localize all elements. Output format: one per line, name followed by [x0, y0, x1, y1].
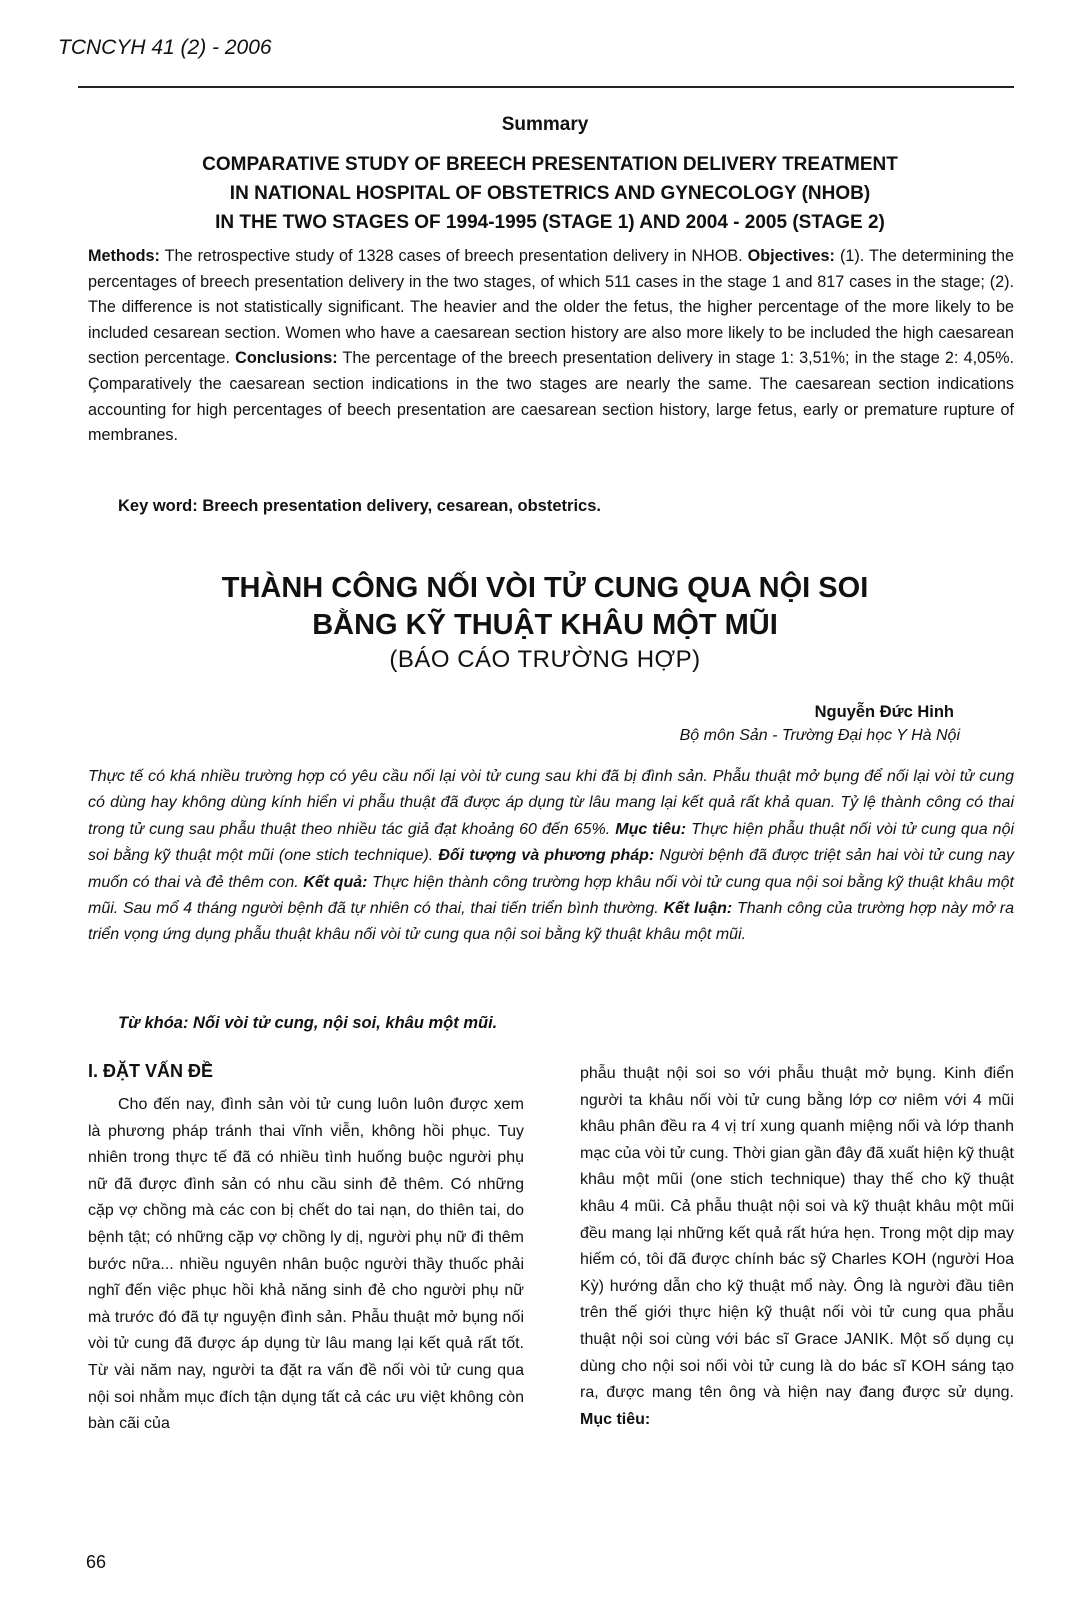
conclusions-label: Conclusions: [235, 349, 338, 368]
objectives-label: Objectives: [747, 247, 835, 265]
aim-label: Mục tiêu: [615, 820, 687, 838]
aim-trailing-label: Mục tiêu: [580, 1410, 651, 1428]
article-title-line1: THÀNH CÔNG NỐI VÒI TỬ CUNG QUA NỘI SOI [221, 572, 869, 604]
methods-label: Methods: [88, 247, 160, 265]
header-rule [78, 86, 1014, 88]
conclusions-text: The percentage of the breech presentation delivery in stage 1: 3,51%; in the stage 2: 4,05%. Çomparatively the caesarean section indications in the two stages are nearly the same. The caesarean section indications accounting for high percentages of beech presentation are caesarean section history, large fetus, early or premature rupture of membranes. [88, 349, 1014, 445]
body-paragraph-text: phẫu thuật nội soi so với phẫu thuật mở bụng. Kinh điển người ta khâu nối vòi tử cung bằng lớp cơ niêm với 4 mũi khâu phân đều ra 4 vị trí xung quanh miệng nối và lớp thanh mạc của vòi tử cung. Thời gian gần đây đã xuất hiện kỹ thuật khâu một mũi (one stich technique) thay thế cho kỹ thuật khâu 4 mũi. Cả phẫu thuật nội soi và kỹ thuật khâu một mũi đều mang lại những kết quả rất hứa hẹn. Trong một dịp may hiếm có, tôi đã được chính bác sỹ Charles KOH (người Hoa Kỳ) hướng dẫn cho kỹ thuật mổ này. Ông là người đầu tiên trên thế giới thực hiện kỹ thuật nối vòi tử cung qua phẫu thuật nội soi cùng với bác sĩ Grace JANIK. Một số dụng cụ dùng cho nội soi nối vòi tử cung là do bác sĩ KOH sáng tạo ra, được mang tên ông và hiện nay đang được sử dụng. [580, 1065, 1014, 1402]
conclusion-label: Kết luận: [663, 900, 733, 918]
section-heading: I. ĐẶT VẤN ĐỀ [88, 1061, 214, 1081]
abstract-intro: Thực tế có khá nhiều trường hợp có yêu cầu nối lại vòi tử cung sau khi đã bị đình sản. Phẫu thuật mở bụng để nối lại vòi tử cung có dùng hay không dùng kính hiển vi phẫu thuật đã được áp dụng từ lâu mang lại kết quả rất khả quan. Tỷ lệ thành công có thai trong tử cung sau phẫu thuật theo nhiều tác giả đạt khoảng 60 đến 65%. [88, 768, 1014, 838]
keywords-label: Key word: [118, 497, 198, 515]
body-column-left [88, 1092, 524, 1438]
summary-title-line: IN NATIONAL HOSPITAL OF OBSTETRICS AND GYNECOLOGY (NHOB) [229, 183, 871, 204]
english-abstract [88, 244, 1014, 449]
summary-title-line: IN THE TWO STAGES OF 1994-1995 (STAGE 1) AND 2004 - 2005 (STAGE 2) [215, 212, 885, 233]
conclusion-text: Thanh công của trường hợp này mở ra triển vọng ứng dụng phẫu thuật khâu nối vòi tử cung qua nội soi bằng kỹ thuật khâu một mũi. [88, 900, 1014, 944]
results-text: Thực hiện thành công trường hợp khâu nối vòi tử cung qua nội soi bằng kỹ thuật khâu một mũi. Sau mổ 4 tháng người bệnh đã tự nhiên có thai, thai tiến triển bình thường. [88, 873, 1015, 918]
page-number: 66 [86, 1552, 107, 1572]
summary-title [100, 150, 1000, 237]
body-column-right [580, 1061, 1014, 1433]
methods-text: The retrospective study of 1328 cases of breech presentation delivery in NHOB. [159, 247, 748, 265]
keywords-text: Breech presentation delivery, cesarean, obstetrics. [197, 497, 601, 515]
results-label: Kết quả: [303, 873, 368, 891]
author-name: Nguyễn Đức Hinh [814, 703, 954, 721]
article-subtitle: (BÁO CÁO TRƯỜNG HỢP) [389, 646, 701, 673]
english-keywords [118, 497, 601, 516]
methods-vi-text: Người bệnh đã được triệt sản hai vòi tử cung nay muốn có thai và đẻ thêm con. [88, 847, 1014, 891]
article-title-line2: BẰNG KỸ THUẬT KHÂU MỘT MŨI [312, 609, 778, 641]
author-affiliation: Bộ môn Sản - Trường Đại học Y Hà Nội [679, 727, 960, 744]
objectives-text: (1). The determining the percentages of breech presentation delivery in the two stages, of which 511 cases in the stage 1 and 817 cases in the stage; (2). The difference is not statistically significant. The heavier and the older the fetus, the higher percentage of the more likely to be included cesarean section. Women who have a caesarean section history are also more likely to be included the high caesarean section percentage. [88, 247, 1014, 368]
article-title [0, 570, 1090, 644]
vietnamese-keywords: Từ khóa: Nối vòi tử cung, nội soi, khâu một mũi. [118, 1014, 498, 1032]
aim-text: Thực hiện phẫu thuật nối vòi tử cung qua nội soi bằng kỹ thuật một mũi (one stich technique). [88, 820, 1015, 865]
running-header: TCNCYH 41 (2) - 2006 [58, 36, 272, 59]
summary-title-line: COMPARATIVE STUDY OF BREECH PRESENTATION DELIVERY TREATMENT [202, 154, 898, 175]
body-paragraph [580, 1061, 1014, 1433]
summary-label: Summary [501, 114, 589, 135]
methods-vi-label: Đối tượng và phương pháp: [438, 847, 655, 865]
vietnamese-abstract [88, 764, 1014, 949]
body-paragraph: Cho đến nay, đình sản vòi tử cung luôn luôn được xem là phương pháp tránh thai vĩnh viễn, không hồi phục. Tuy nhiên trong thực tế đã có nhiều tình huống buộc người phụ nữ đã được đình sản có nhu cầu sinh đẻ thêm. Có những cặp vợ chồng mà các con bị chết do tai nạn, do thiên tai, do bệnh tật; có những cặp vợ chồng ly dị, người phụ nữ đi thêm bước nữa... nhiều nguyên nhân buộc người thầy thuốc phải nghĩ đến việc phục hồi khả năng sinh đẻ cho người phụ nữ mà trước đó đã tự nguyện đình sản. Phẫu thuật mở bụng nối vòi tử cung đã được áp dụng từ lâu mang lại kết quả rất tốt. Từ vài năm nay, người ta đặt ra vấn đề nối vòi tử cung qua nội soi nhằm mục đích tận dụng tất cả các ưu việt không còn bàn cãi của [88, 1096, 524, 1433]
